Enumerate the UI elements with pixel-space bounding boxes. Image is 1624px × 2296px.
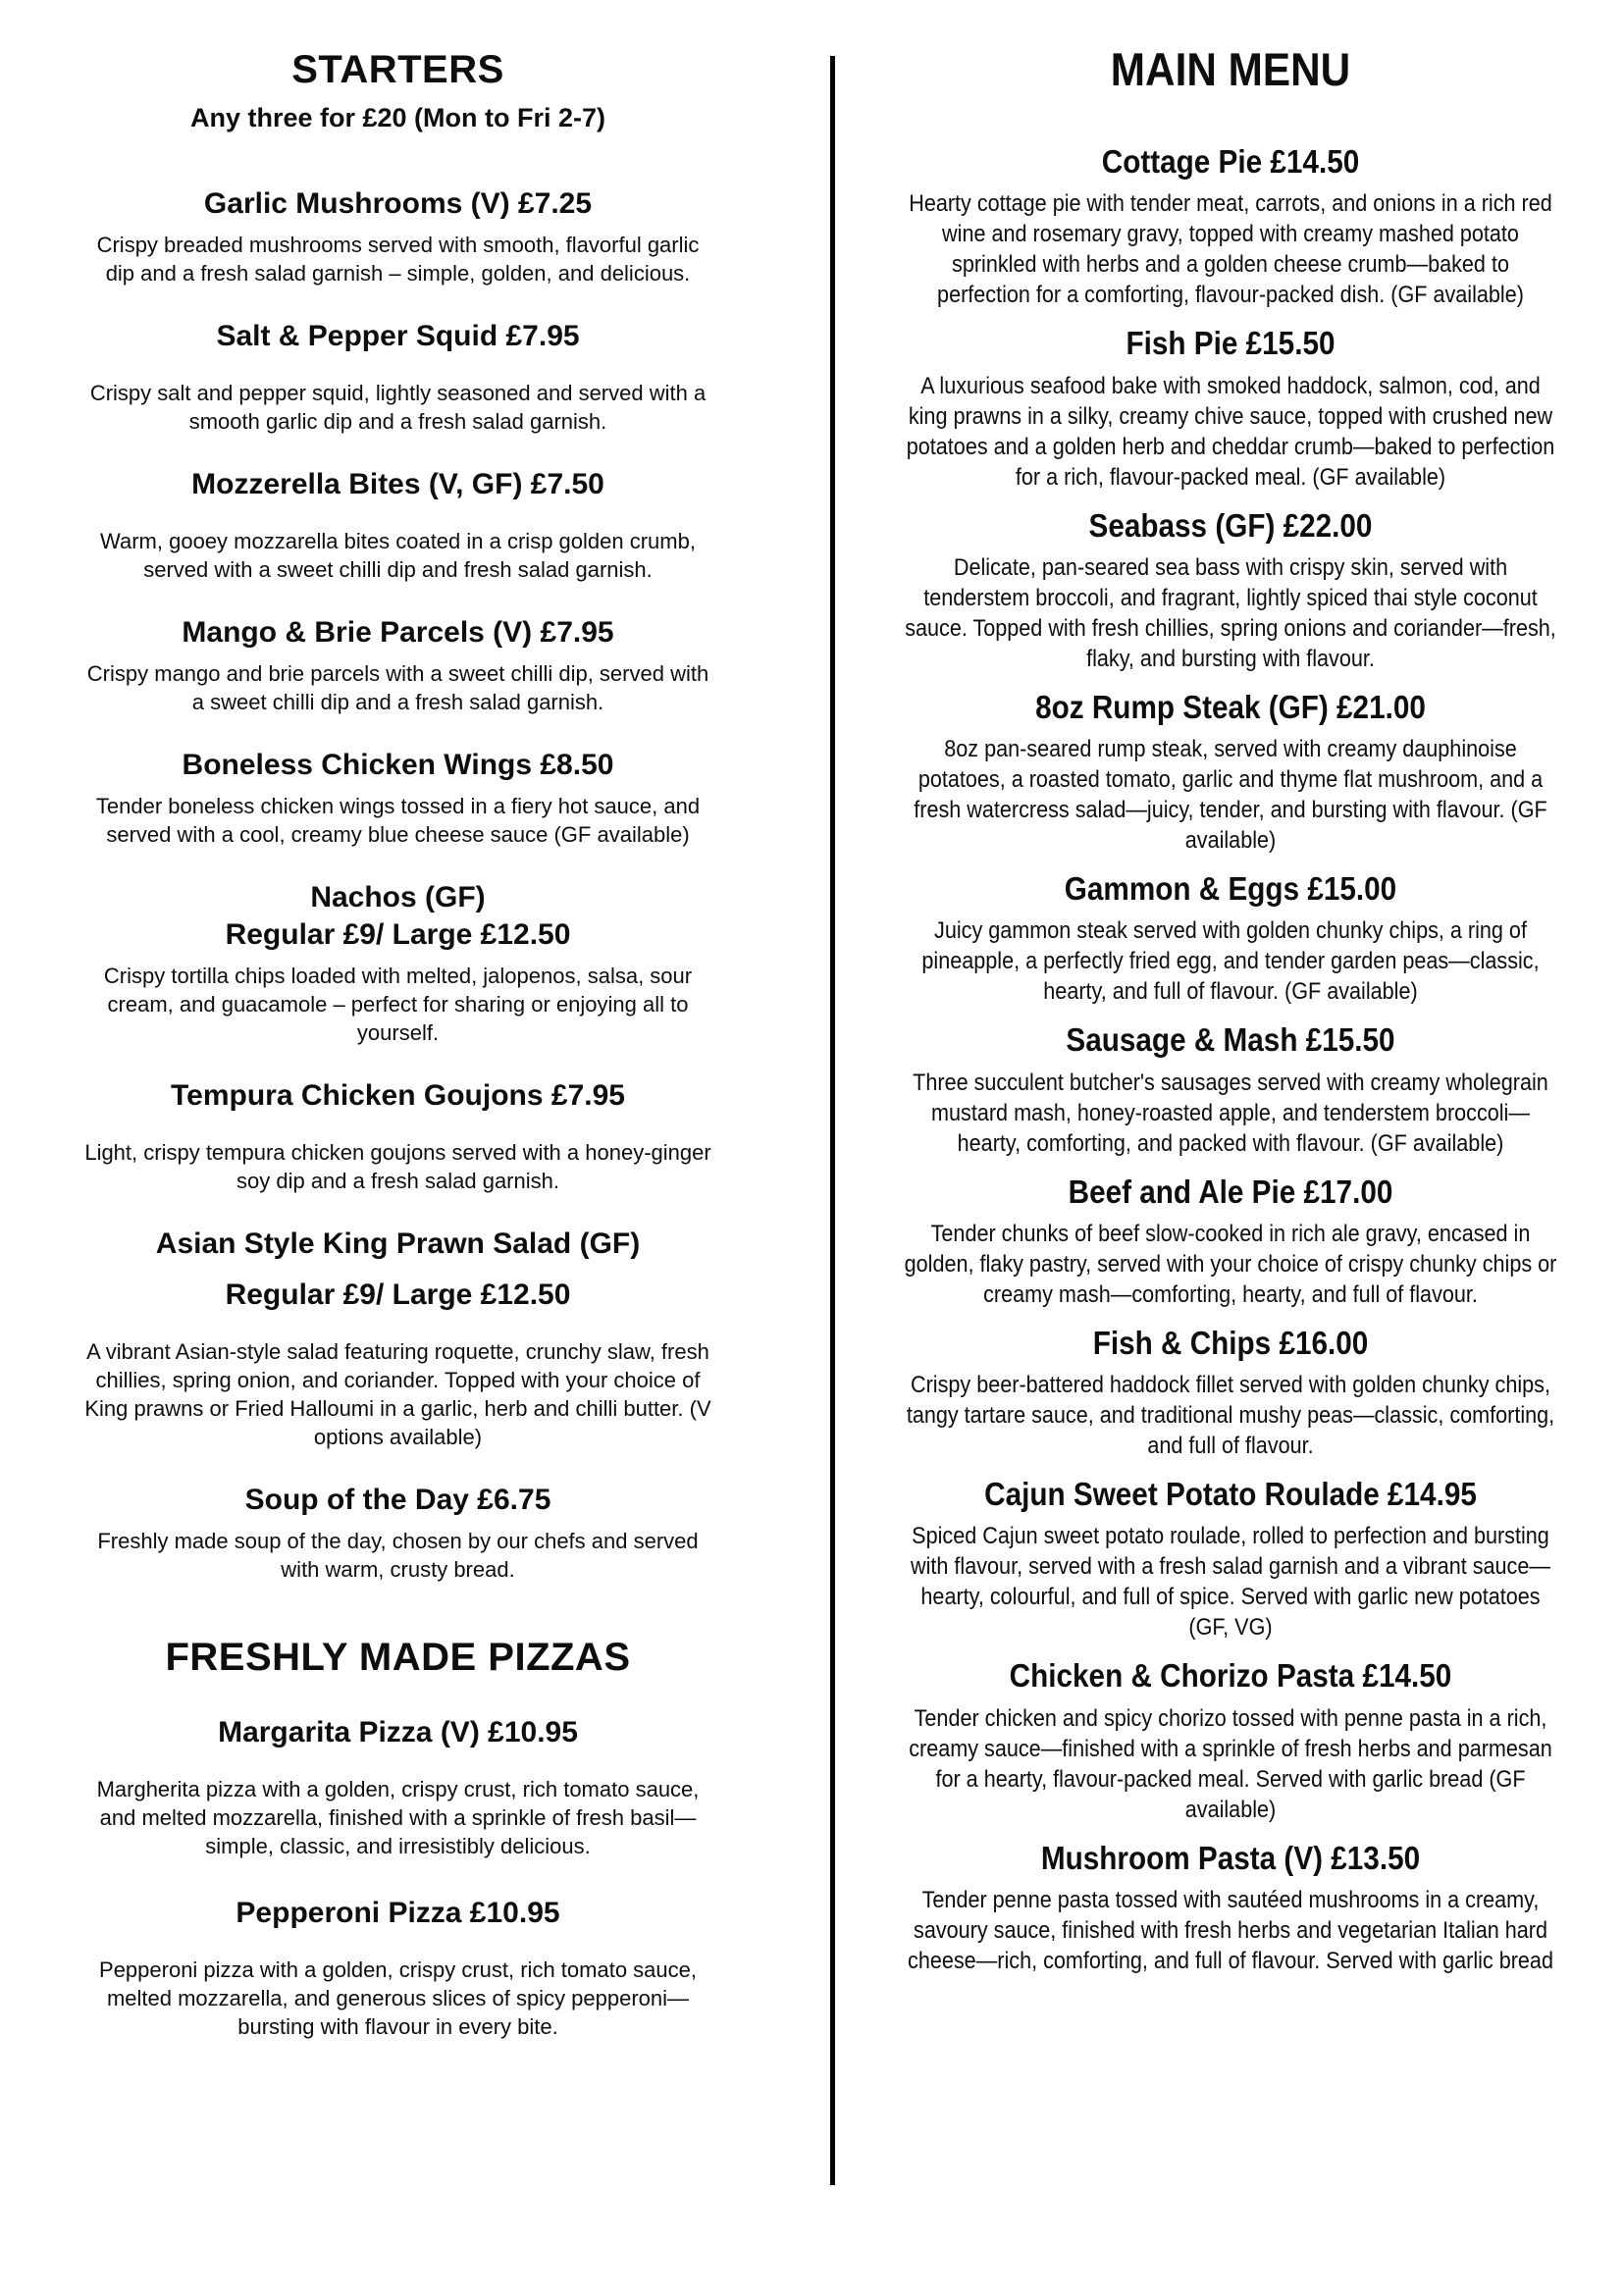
- item-description: Crispy breaded mushrooms served with smooth, flavorful garlic dip and a fresh salad garnish – simple, golden, and delicious.: [96, 233, 700, 287]
- item-title: Garlic Mushrooms (V) £7.25: [203, 187, 593, 221]
- item-description: Hearty cottage pie with tender meat, carrots, and onions in a rich red wine and rosemary gravy, topped with creamy mashed potato sprinkled with herbs and a golden cheese crumb—baked to perfection for a comforting, flavour-packed dish. (GF available): [909, 190, 1552, 309]
- item-description: Light, crispy tempura chicken goujons served with a honey-ginger soy dip and a fresh salad garnish.: [84, 1140, 711, 1194]
- menu-item: [81, 1896, 714, 2041]
- menu-item: [81, 1715, 714, 1860]
- menu-item: [867, 1474, 1594, 1643]
- item-description: Juicy gammon steak served with golden chunky chips, a ring of pineapple, a perfectly fried egg, and tender garden peas—classic, hearty, and full of flavour. (GF available): [921, 917, 1540, 1006]
- menu-item: [81, 186, 714, 287]
- starters-title: STARTERS: [291, 48, 504, 91]
- item-title: Gammon & Eggs £15.00: [1064, 870, 1397, 908]
- item-title: Tempura Chicken Goujons £7.95: [171, 1079, 625, 1113]
- menu-item: [867, 1019, 1594, 1158]
- item-description: A luxurious seafood bake with smoked haddock, salmon, cod, and king prawns in a silky, creamy chive sauce, topped with crushed new potatoes and a golden herb and cheddar crumb—baked to perfection for a rich, flavour-packed meal. (GF available): [906, 372, 1555, 491]
- item-title: Beef and Ale Pie £17.00: [1068, 1173, 1393, 1210]
- item-title: Chicken & Chorizo Pasta £14.50: [1009, 1657, 1452, 1695]
- item-title: Fish Pie £15.50: [1126, 325, 1336, 362]
- menu-item: [867, 141, 1594, 310]
- menu-item: [81, 319, 714, 436]
- item-description: A vibrant Asian-style salad featuring roquette, crunchy slaw, fresh chillies, spring onion, and coriander. Topped with your choice of King prawns or Fried Halloumi in a garlic, herb and chilli butter. (V options available): [84, 1339, 711, 1450]
- item-description: Margherita pizza with a golden, crispy crust, rich tomato sauce, and melted mozzarella, finished with a sprinkle of fresh basil—simple, classic, and irresistibly delicious.: [96, 1777, 700, 1859]
- menu-item: [867, 323, 1594, 492]
- item-title: Asian Style King Prawn Salad (GF): [155, 1227, 641, 1261]
- item-title: Mushroom Pasta (V) £13.50: [1040, 1839, 1421, 1876]
- starters-column: [81, 47, 714, 2041]
- menu-item: [81, 1483, 714, 1584]
- item-description: Tender chunks of beef slow-cooked in rich ale gravy, encased in golden, flaky pastry, served with your choice of crispy chunky chips or creamy mash—comforting, hearty, and full of flavour.: [904, 1220, 1557, 1308]
- item-title: Mango & Brie Parcels (V) £7.95: [182, 616, 614, 650]
- menu-item: [81, 615, 714, 716]
- menu-item: [867, 1838, 1594, 1976]
- item-description: Crispy tortilla chips loaded with melted, jalopenos, salsa, sour cream, and guacamole – perfect for sharing or enjoying all to yourself.: [103, 964, 693, 1046]
- menu-item: [81, 748, 714, 849]
- item-description: Spiced Cajun sweet potato roulade, rolled to perfection and bursting with flavour, served with a fresh salad garnish and a vibrant sauce—hearty, colourful, and full of spice. Served with garlic new potatoes (GF, VG): [911, 1523, 1550, 1642]
- item-description: Crispy beer-battered haddock fillet served with golden chunky chips, tangy tartare sauce, and traditional mushy peas—classic, comforting, and full of flavour.: [906, 1372, 1555, 1460]
- item-title: Margarita Pizza (V) £10.95: [218, 1716, 578, 1749]
- item-title: Salt & Pepper Squid £7.95: [216, 320, 580, 353]
- item-description: Freshly made soup of the day, chosen by our chefs and served with warm, crusty bread.: [97, 1529, 699, 1583]
- pizzas-item-list: [81, 1715, 714, 2041]
- item-price-subtitle: Regular £9/ Large £12.50: [225, 1278, 571, 1312]
- menu-item: [867, 1655, 1594, 1824]
- item-title: Soup of the Day £6.75: [244, 1484, 551, 1517]
- starters-item-list: [81, 186, 714, 1584]
- item-title: 8oz Rump Steak (GF) £21.00: [1035, 688, 1426, 725]
- column-divider: [830, 56, 835, 2185]
- main-menu-title: MAIN MENU: [1110, 43, 1351, 95]
- menu-item: [867, 505, 1594, 674]
- item-description: Warm, gooey mozzarella bites coated in a crisp golden crumb, served with a sweet chilli dip and fresh salad garnish.: [100, 529, 696, 583]
- item-description: Crispy mango and brie parcels with a sweet chilli dip, served with a sweet chilli dip and a fresh salad garnish.: [86, 661, 709, 715]
- item-description: Tender penne pasta tossed with sautéed mushrooms in a creamy, savoury sauce, finished with fresh herbs and vegetarian Italian hard cheese—rich, comforting, and full of flavour. Served with garlic bread: [908, 1886, 1553, 1974]
- menu-item: [81, 880, 714, 1047]
- item-price-subtitle: Regular £9/ Large £12.50: [225, 918, 571, 952]
- item-title: Seabass (GF) £22.00: [1088, 506, 1373, 544]
- item-description: Tender chicken and spicy chorizo tossed with penne pasta in a rich, creamy sauce—finished with a sprinkle of fresh herbs and parmesan for a hearty, flavour-packed meal. Served with garlic bread (GF available): [909, 1704, 1552, 1823]
- item-title: Mozzerella Bites (V, GF) £7.50: [191, 468, 604, 501]
- menu-item: [867, 1172, 1594, 1310]
- item-description: Crispy salt and pepper squid, lightly seasoned and served with a smooth garlic dip and a fresh salad garnish.: [89, 381, 707, 435]
- main-menu-column: [867, 43, 1594, 1976]
- menu-item: [81, 1226, 714, 1451]
- item-title: Pepperoni Pizza £10.95: [236, 1897, 560, 1930]
- item-description: Delicate, pan-seared sea bass with crispy skin, served with tenderstem broccoli, and fragrant, lightly spiced thai style coconut sauce. Topped with fresh chillies, spring onions and coriander—fresh, flaky, and bursting with flavour.: [905, 553, 1556, 672]
- menu-item: [867, 868, 1594, 1007]
- pizzas-section-title: FRESHLY MADE PIZZAS: [165, 1636, 631, 1680]
- menu-item: [867, 687, 1594, 856]
- menu-item: [867, 1323, 1594, 1461]
- item-description: 8oz pan-seared rump steak, served with creamy dauphinoise potatoes, a roasted tomato, garlic and thyme flat mushroom, and a fresh watercress salad—juicy, tender, and bursting with flavour. (GF available): [914, 736, 1547, 855]
- item-title: Cajun Sweet Potato Roulade £14.95: [984, 1476, 1477, 1513]
- item-title: Boneless Chicken Wings £8.50: [182, 749, 614, 782]
- item-title: Fish & Chips £16.00: [1092, 1324, 1369, 1361]
- item-description: Tender boneless chicken wings tossed in a fiery hot sauce, and served with a cool, creamy blue cheese sauce (GF available): [95, 794, 701, 848]
- item-title: Cottage Pie £14.50: [1101, 143, 1360, 181]
- item-title: Nachos (GF): [310, 881, 486, 914]
- menu-item: [81, 1078, 714, 1195]
- item-title: Sausage & Mash £15.50: [1066, 1021, 1395, 1059]
- main-menu-item-list: [867, 141, 1594, 1976]
- item-description: Three succulent butcher's sausages served with creamy wholegrain mustard mash, honey-roasted apple, and tenderstem broccoli—hearty, comforting, and packed with flavour. (GF available): [913, 1069, 1548, 1157]
- starters-offer-subtitle: Any three for £20 (Mon to Fri 2-7): [189, 103, 606, 132]
- item-description: Pepperoni pizza with a golden, crispy crust, rich tomato sauce, melted mozzarella, and generous slices of spicy pepperoni—bursting with flavour in every bite.: [99, 1957, 697, 2040]
- menu-item: [81, 467, 714, 584]
